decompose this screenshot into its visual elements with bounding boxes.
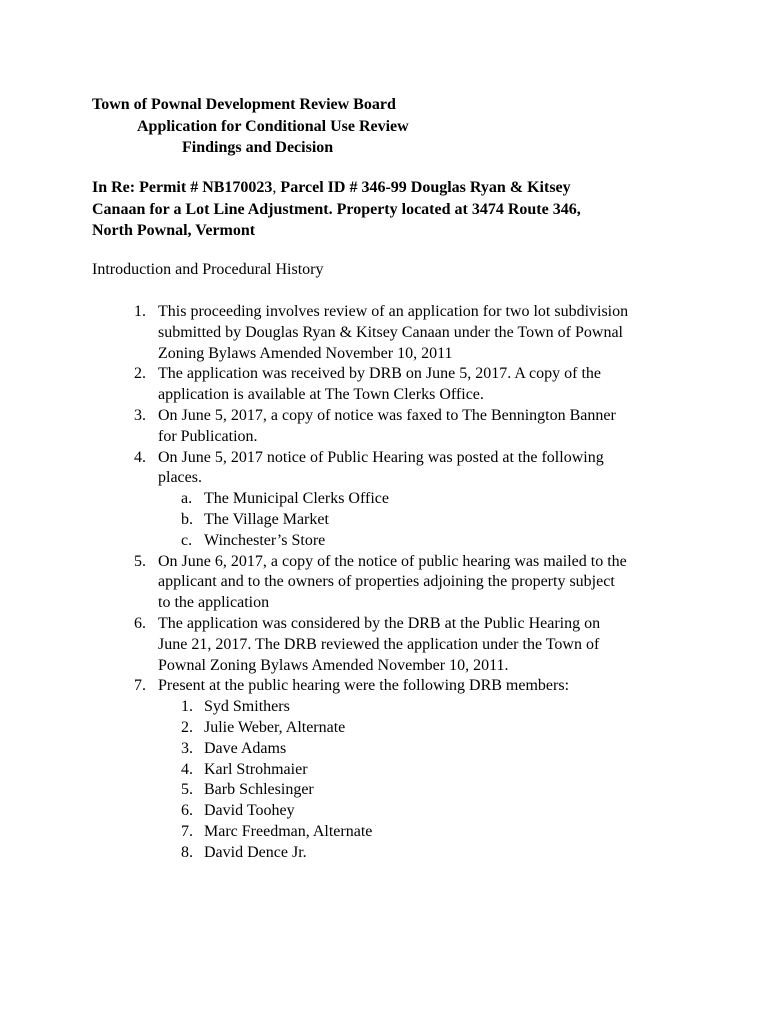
sub-list-item <box>92 531 692 552</box>
procedural-history-list <box>92 302 692 864</box>
in-re-comma: , <box>272 179 277 196</box>
sub-list-item-text: The Village Market <box>204 510 329 528</box>
sub-list-item-marker: 3. <box>181 739 193 757</box>
section-title: Introduction and Procedural History <box>92 261 324 278</box>
sub-list-item <box>92 489 692 510</box>
heading-line-board: Town of Pownal Development Review Board <box>92 96 396 113</box>
list-item <box>92 448 692 490</box>
list-item-text: June 21, 2017. The DRB reviewed the application under the Town of <box>158 635 600 653</box>
in-re-block <box>92 177 672 242</box>
sub-list-item <box>92 843 692 864</box>
list-item-text: to the application <box>158 594 270 612</box>
sub-list-item-marker: 2. <box>181 718 193 736</box>
list-item-text: submitted by Douglas Ryan & Kitsey Canaan under the Town of Pownal <box>158 323 623 341</box>
sub-list-item-marker: 5. <box>181 781 193 799</box>
sub-list-item <box>92 510 692 531</box>
sub-list-item-text: Karl Strohmaier <box>204 760 308 778</box>
sub-list-item-text: David Toohey <box>204 802 295 820</box>
sub-list-item-text: Marc Freedman, Alternate <box>204 822 373 840</box>
list-item-text: Zoning Bylaws Amended November 10, 2011 <box>158 344 453 362</box>
sub-list-item <box>92 697 692 718</box>
sub-list-item <box>92 760 692 781</box>
list-item-text: application is available at The Town Clerks Office. <box>158 386 484 404</box>
sub-list-item-text: Dave Adams <box>204 739 287 757</box>
list-item-number: 1. <box>134 303 146 320</box>
list-item-text: The application was considered by the DRB at the Public Hearing on <box>158 614 601 632</box>
sub-list-item-marker: 4. <box>181 760 193 778</box>
document-heading <box>92 94 692 159</box>
list-item-number: 3. <box>134 406 146 424</box>
sub-list-item-marker: 1. <box>181 698 193 716</box>
list-item-text: Present at the public hearing were the following DRB members: <box>158 677 570 695</box>
in-re-line-2: Canaan for a Lot Line Adjustment. Property located at 3474 Route 346, <box>92 200 581 218</box>
in-re-permit: In Re: Permit # NB170023 <box>92 179 273 196</box>
list-item-text: The application was received by DRB on June 5, 2017. A copy of the <box>158 365 602 383</box>
sub-list-item-text: David Dence Jr. <box>204 843 307 861</box>
sub-list-item <box>92 780 692 801</box>
list-item-text: Pownal Zoning Bylaws Amended November 10, 2011. <box>158 656 509 674</box>
list-item-text: On June 6, 2017, a copy of the notice of public hearing was mailed to the <box>158 552 627 570</box>
list-item <box>92 364 692 406</box>
sub-list-item-marker: a. <box>181 490 193 508</box>
sub-list-item-text: The Municipal Clerks Office <box>204 490 389 508</box>
list-item <box>92 614 692 676</box>
list-item <box>92 552 692 614</box>
list-item-number: 4. <box>134 448 146 466</box>
list-item-text: This proceeding involves review of an application for two lot subdivision <box>158 303 629 320</box>
sub-list-item <box>92 801 692 822</box>
sub-list-item-text: Barb Schlesinger <box>204 781 314 799</box>
heading-line-findings: Findings and Decision <box>182 139 334 156</box>
list-item <box>92 676 692 697</box>
list-item-text: applicant and to the owners of properties adjoining the property subject <box>158 573 615 591</box>
heading-line-application: Application for Conditional Use Review <box>137 117 409 135</box>
sub-list-item-marker: c. <box>181 531 193 549</box>
sub-list-item <box>92 739 692 760</box>
sub-list-item-text: Julie Weber, Alternate <box>204 718 346 736</box>
in-re-line-1 <box>92 177 672 199</box>
sub-list-item-text: Syd Smithers <box>204 698 290 716</box>
list-item-number: 2. <box>134 365 146 383</box>
list-item-number: 7. <box>134 677 146 695</box>
sub-list-item-marker: 8. <box>181 843 193 861</box>
sub-list-item-marker: 6. <box>181 802 193 820</box>
sub-list-item <box>92 718 692 739</box>
list-item-number: 6. <box>134 614 146 632</box>
sub-list-item-marker: b. <box>181 510 193 528</box>
sub-list-item-text: Winchester’s Store <box>204 531 326 549</box>
list-item <box>92 406 692 448</box>
list-item-text: for Publication. <box>158 427 258 445</box>
list-item-number: 5. <box>134 552 146 570</box>
list-item-text: On June 5, 2017 notice of Public Hearing was posted at the following <box>158 448 604 466</box>
in-re-parcel: Parcel ID # 346-99 Douglas Ryan & Kitsey <box>276 179 571 196</box>
list-item <box>92 302 692 364</box>
in-re-line-3: North Pownal, Vermont <box>92 222 256 239</box>
sub-list-item <box>92 822 692 843</box>
sub-list-item-marker: 7. <box>181 822 193 840</box>
list-item-text: On June 5, 2017, a copy of notice was faxed to The Bennington Banner <box>158 406 616 424</box>
list-item-text: places. <box>158 469 202 487</box>
